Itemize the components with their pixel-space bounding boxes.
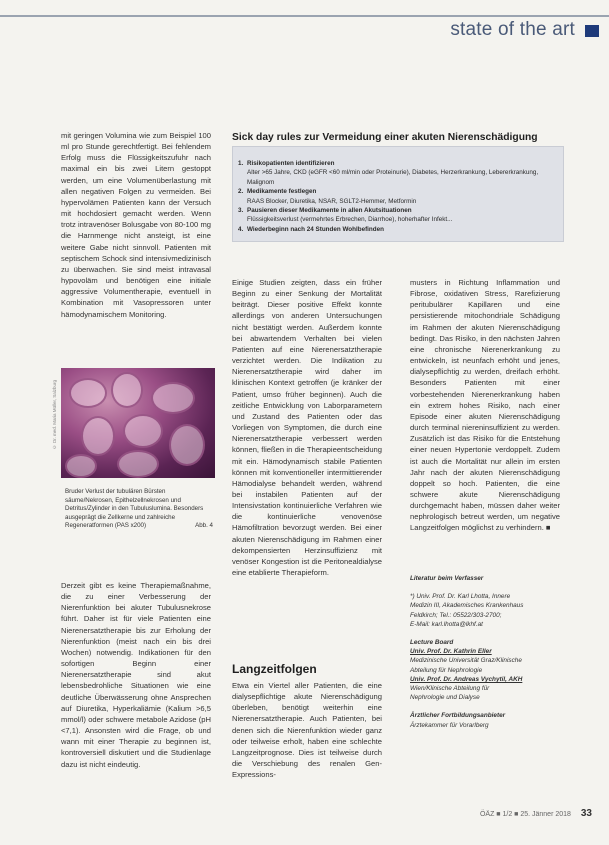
body-text: Derzeit gibt es keine Therapiemaßnahme, die zu einer Verbesserung der Nierenfunktion bei akuter Tubulusnekrose führt. Daher ist für viele Patienten eine Nierenersatztherapie bis zur Erholung der Nierenfunktion (meist nach ein bis drei Wochen) notwendig. Indikationen für den sofortigen Beginn einer Nierenersatztherapie sind akut lebensbedrohliche Situationen wie eine deutliche Überwässerung ohne Ansprechen auf Diuretika, Hyperkaliämie (Kalium >6,5 mmol/l) oder schwere metabole Azidose (pH <7,1). Ansonsten wird die Frage, ob und wann mit einer Therapie zu beginnen ist, kontroversiell diskutiert und die Studienlage dazu ist nicht eindeutig. (61, 581, 211, 769)
section-marker-icon (585, 25, 599, 37)
provider-heading: Ärztlicher Fortbildungsanbieter (410, 712, 506, 720)
body-text: Etwa ein Viertel aller Patienten, die eine dialysepflichtige akute Nierenschädigung überleben, benötigt weiterhin eine Nierenersatztherapie. Auch Patienten, bei denen sich die Nierenfunktion wieder ganz oder teilweise erholt, haben eine schlechte Langzeitprognose. Dies ist teilweise durch die Verschiebung des renalen Gen-Expressions- (232, 681, 382, 780)
column-1-top (61, 130, 211, 320)
literature-note: Literatur beim Verfasser (410, 575, 484, 582)
lecture-board-heading: Lecture Board (410, 639, 454, 647)
author-line: Feldkirch; Tel.: 05522/303-2700; (410, 611, 502, 619)
author-line: Medizin III, Akademisches Krankenhaus (410, 602, 524, 610)
figure-credit: © Dr. med. Maria Müller, Salzburg (52, 380, 57, 450)
sick-day-rules-box (232, 132, 562, 241)
figure-caption: Bruder Verlust der tubulären Bürsten säume/Nekrosen, Epithelzellnekrosen und Detritus/Zylinder in den Tubuluslumina. Besonders ausgeprägt die Zellkerne und zahlreiche Regeneratformen (PAS x200) Abb. 4 (65, 488, 213, 530)
column-2-top (232, 277, 382, 578)
board-member: Univ. Prof. Dr. Kathrin Eller (410, 648, 492, 656)
histology-image (61, 368, 215, 478)
board-affiliation: Wien/Klinische Abteilung für (410, 685, 490, 693)
board-affiliation: Medizinische Universität Graz/Klinische (410, 657, 522, 665)
column-2-bottom (232, 680, 382, 780)
column-3 (410, 277, 560, 567)
body-text: Einige Studien zeigten, dass ein früher Beginn zu einer Senkung der Mortalität beiträgt. Dieser positive Effekt konnte allerdings von anderen Untersuchungen nicht bestätigt werden. Außerdem konnte bei abwartendem Verhalten bei vielen Patienten auf eine Nierenersatztherapie verzichtet werden. Die Indikation zu Nierenersatztherapie wird daher im klinischen Kontext getroffen (je kränker der Patient, umso früher beginnen). Auch die zeitliche Entwicklung von Laborparametern und Zustand des Patienten oder das Vorliegen von Symptomen, die durch eine Nierenersatztherapie verbessert werden können, fließen in die Therapieentscheidung mit ein. Hämodynamisch stabile Patienten können mit konventioneller intermittierender Hämodialyse behandelt werden, während bei instabilen Patienten auf der Intensivstation kontinuierliche Verfahren wie die kontinuierliche venovenöse Hämofiltration bevorzugt werden. Bei einer akuten Nierenschädigung im Rahmen einer dekompensierten Herzinsuffizienz mit venöser Kongestion ist die Peritonealdialyse eine etablierte Therapieform. (232, 278, 382, 578)
top-rule (0, 15, 609, 17)
page-footer (480, 808, 592, 819)
box-title: Sick day rules zur Vermeidung einer akuten Nierenschädigung (232, 132, 538, 143)
provider-name: Ärztekammer für Vorarlberg (410, 721, 489, 729)
author-email: E-Mail: karl.lhotta@lkhf.at (410, 620, 483, 628)
body-text: mit geringen Volumina wie zum Beispiel 100 ml pro Stunde gerechtfertigt. Bei fehlendem Erfolg muss die Flüssigkeitszufuhr nach maximal ein bis zwei Litern gestoppt werden, um eine Volumenüberlastung mit allen negativen Folgen zu vermeiden. Bei hypervolämen Patienten kann der Versuch mit hochdosiert gemacht werden. Wenn trotz intravenöser Bolusgabe von 80-100 mg die Harnmenge nicht ansteigt, ist eine weitere Gabe nicht sinnvoll. Patienten mit septischem Schock sind intensivmedizinisch zu überwachen. Sie sind meist intravasal hypovoläm und benötigen eine initiale aggressive Volumentherapie, eventuell in Kombination mit Vasopressoren unter hämodynamischem Monitoring. (61, 131, 211, 319)
list-item: 3. Pausieren dieser Medikamente in allen Akutsituationen Flüssigkeitsverlust (vermehrtes Erbrechen, Diarrhoe), hoherhafter Infekt... (238, 207, 453, 224)
board-member: Univ. Prof. Dr. Andreas Vychytil, AKH (410, 675, 523, 683)
board-affiliation: Nephrologie und Dialyse (410, 694, 480, 702)
column-1-bottom (61, 580, 211, 770)
box-panel (232, 146, 564, 242)
body-text: musters in Richtung Inflammation und Fibrose, oxidativen Stress, Rarefizierung peritubulärer Kapillaren und eine persistierende mitochondriale Schädigung im Rahmen der akuten Nierenschädigung bedingt. Das Risiko, in den nächsten Jahren eine chronische Nierenerkrankung zu entwickeln, ist neunfach erhöht und jenes, dialysepflichtig zu werden, dreifach erhöht. Besonders Patienten mit einer vorbestehenden Nierenerkrankung haben ein extrem hohes Risiko, nach einer Episode einer akuten Nierenschädigung durch terminal niereninsuffizient zu werden. Zusätzlich ist das Risiko für die Entstehung einer neuen Hypertonie verdoppelt. Zudem ist auch die Mortalität nur allein im ersten Jahr nach der akuten Nierenschädigung doppelt so hoch. Patienten, die eine schwere akute Nierenschädigung durchgemacht haben, müssen daher weiter nephrologisch betreut werden, um negative Langzeitfolgen möglichst zu verhindern. ■ (410, 278, 560, 533)
board-affiliation: Abteilung für Nephrologie (410, 666, 483, 674)
list-item: 4. Wiederbeginn nach 24 Stunden Wohlbefinden (238, 225, 384, 233)
list-item: 2. Medikamente festlegen RAAS Blocker, Diuretika, NSAR, SGLT2-Hemmer, Metformin (238, 188, 417, 205)
rules-list (233, 159, 563, 234)
section-heading: Langzeitfolgen (232, 662, 317, 676)
article-notes (410, 574, 570, 730)
list-item: 1. Risikopatienten identifizieren Alter >65 Jahre, CKD (eGFR <60 ml/min oder Proteinurie), Diabetes, Herzerkrankung, Lebererkrankung, Malignom (238, 160, 539, 186)
author-line: *) Univ. Prof. Dr. Karl Lhotta, Innere (410, 593, 511, 601)
page-number: 33 (580, 808, 592, 819)
section-title: state of the art (450, 19, 575, 40)
figure-label: Abb. 4 (195, 522, 213, 530)
issue-info: ÖÄZ ■ 1/2 ■ 25. Jänner 2018 (479, 811, 571, 818)
